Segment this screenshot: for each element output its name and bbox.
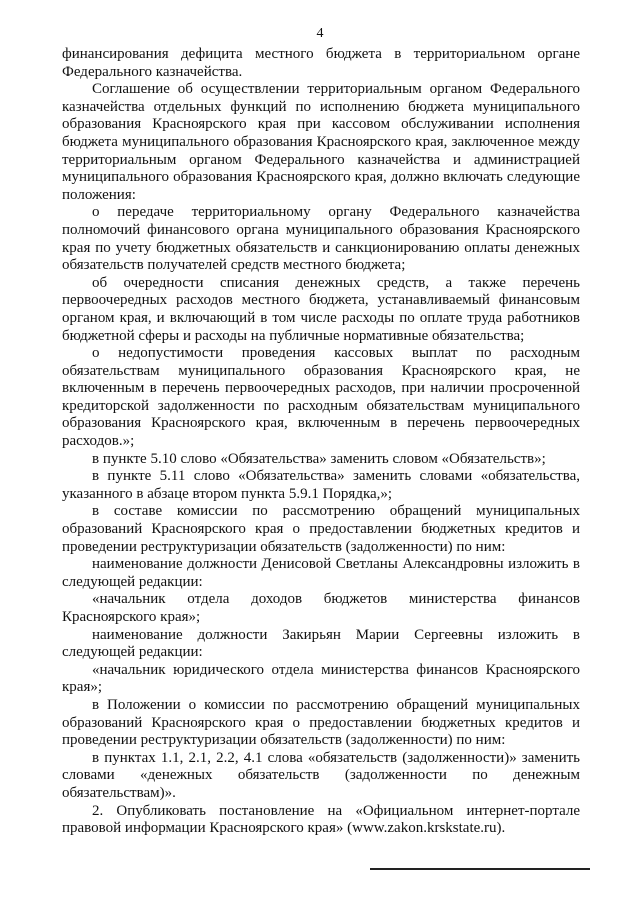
footer-rule [370, 868, 590, 870]
paragraph: в Положении о комиссии по рассмотрению обращений муниципальных образований Красноярского края о предоставлении бюджетных кредитов и проведении реструктуризации обязательств (задолженности) по ним: [62, 696, 580, 749]
paragraph: в составе комиссии по рассмотрению обращений муниципальных образований Красноярского края о предоставлении бюджетных кредитов и проведении реструктуризации обязательств (задолженности) по ним: [62, 503, 580, 555]
paragraph: в пункте 5.10 слово «Обязательства» заменить словом «Обязательств»; [92, 450, 546, 467]
paragraph: наименование должности Денисовой Светланы Александровны изложить в следующей редакции: [62, 556, 580, 590]
paragraph: о недопустимости проведения кассовых выплат по расходным обязательствам муниципального образования Красноярского края, не включенным в перечень первоочередных расходов, при наличии просроченной кредиторской задолженности по расходным обязательствам муниципального образования Красноярского края, включенным в перечень первоочередных расходов.»; [62, 345, 580, 450]
paragraph: в пунктах 1.1, 2.1, 2.2, 4.1 слова «обязательств (задолженности)» заменить словами «денежных обязательств (задолженности по денежным обязательствам)». [62, 749, 580, 801]
paragraph: «начальник отдела доходов бюджетов министерства финансов Красноярского края»; [62, 591, 580, 625]
paragraph: наименование должности Закирьян Марии Сергеевны изложить в следующей редакции: [62, 626, 580, 661]
paragraph: о передаче территориальному органу Федерального казначейства полномочий финансового органа муниципального образования Красноярского края по учету бюджетных обязательств и санкционированию оплаты денежных обязательств получателей средств местного бюджета; [62, 204, 580, 274]
paragraph: об очередности списания денежных средств, а также перечень первоочередных расходов местного бюджета, устанавливаемый финансовым органом края, и включающий в том числе расходы по оплате труда работников бюджетной сферы и расходы на публичные нормативные обязательства; [62, 274, 580, 344]
paragraph: финансирования дефицита местного бюджета в территориальном органе Федерального казначейства. [62, 46, 580, 80]
paragraph: в пункте 5.11 слово «Обязательства» заменить словами «обязательства, указанного в абзаце втором пункта 5.9.1 Порядка,»; [62, 468, 580, 502]
paragraph: Соглашение об осуществлении территориальным органом Федерального казначейства отдельных функций по исполнению бюджета муниципального образования Красноярского края при кассовом обслуживании исполнения бюджета муниципального образования Красноярского края, заключенное между территориальным органом Федерального казначейства и администрацией муниципального образования Красноярского края, должно включать следующие положения: [62, 81, 580, 203]
document-body [62, 46, 580, 838]
paragraph: «начальник юридического отдела министерства финансов Красноярского края»; [62, 661, 580, 696]
page-number: 4 [316, 26, 324, 41]
paragraph: 2. Опубликовать постановление на «Официальном интернет-портале правовой информации Красноярского края» (www.zakon.krskstate.ru). [62, 802, 580, 837]
